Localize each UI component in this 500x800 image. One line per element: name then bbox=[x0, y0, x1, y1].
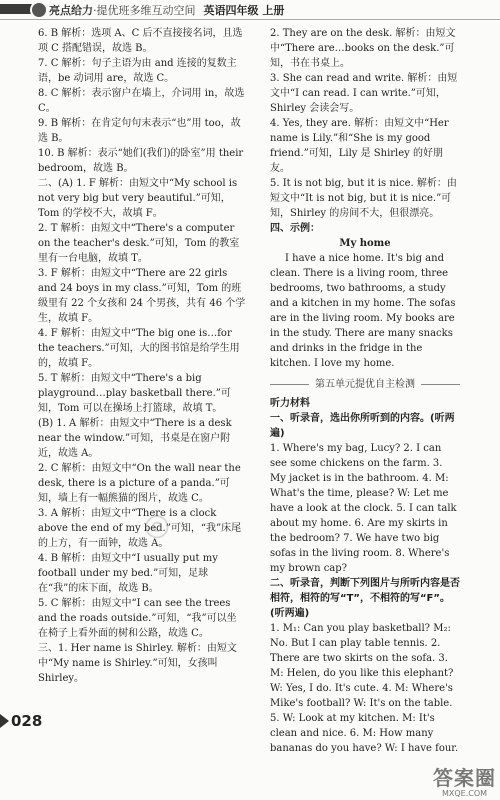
answer-item: 4. F 解析：由短文中“The big one is…for the teachers.”可知，大的图书馆是给学生用的，故填 F。 bbox=[38, 328, 240, 369]
section-heading: 四、示例： bbox=[270, 223, 320, 234]
header-title bbox=[49, 2, 284, 18]
page-header bbox=[0, 0, 500, 26]
answer-item: 5. It is not big, but it is nice. 解析：由短文中“It is not big, but it is nice.”可知，Shirley 的房间不大，但很漂亮。 bbox=[270, 178, 457, 219]
header-rule bbox=[0, 19, 500, 20]
book-title: 英语四年级 上册 bbox=[203, 4, 285, 17]
answer-item: 7. C 解析：句子主语为由 and 连接的复数主语，be 动词用 are，故选 C。 bbox=[38, 58, 237, 84]
brand-subtitle: ·提优班多维互动空间 bbox=[93, 4, 196, 17]
answer-item: 4. Yes, they are. 解析：由短文中“Her name is Lily.”和“She is my good friend.”可知，Lily 是 Shirley 的好朋友。 bbox=[270, 118, 449, 174]
answer-item: 二、(A) 1. F 解析：由短文中“My school is not very big but very beautiful.”可知，Tom 的学校不大，故填 F。 bbox=[38, 178, 238, 219]
answer-item: 5. C 解析：由短文中“I can see the trees and the roads outside.”可知，“我”可以坐在椅子上看外面的树和公路，故选 C。 bbox=[38, 598, 237, 639]
brand-name: 亮点给力 bbox=[49, 4, 93, 17]
answer-item: 4. B 解析：由短文中“I usually put my football under my bed.”可知，足球在“我”的床下面，故选 B。 bbox=[38, 553, 218, 594]
answer-item: 3. F 解析：由短文中“There are 22 girls and 24 boys in my class.”可知，Tom 的班级里有 22 个女孩和 24 个男孩，共有 46 个学生，故填 F。 bbox=[38, 268, 246, 324]
answer-item: 2. T 解析：由短文中“There's a computer on the teacher's desk.”可知，Tom 的教室里有一台电脑，故填 T。 bbox=[38, 223, 240, 264]
section-heading: 一、听录音，选出你所听到的内容。(听两遍) bbox=[270, 413, 455, 439]
answer-item: 1. Where's my bag, Lucy? 2. I can see some chickens on the farm. 3. My jacket is in the bathroom. 4. M: What's the time, please? W: Let me have a look at the clock. 5. I can talk about my home. 6. Are my skirts in the bedroom? 7. We have two big sofas in the living room. 8. Where's my brown cap? bbox=[270, 443, 457, 574]
watermark-title: 答案圈 bbox=[433, 766, 496, 790]
answer-item: 1. M₁: Can you play basketball? M₂: No. But I can play table tennis. 2. There are two skirts on the sofa. 3. M: Helen, do you like this elephant? W: Yes, I do. It's cute. 4. M: Where's Mike's football? W: It's on the table. 5. W: Look at my kitchen. M: It's clean and nice. 6. M: How many bananas do you have? W: I have four. bbox=[270, 623, 459, 754]
divider-title: 第五单元提优自主检测 bbox=[315, 379, 415, 390]
answer-item: (B) 1. A 解析：由短文中“There is a desk near the window.”可知，书桌是在窗户附近，故选 A。 bbox=[38, 418, 232, 459]
brand-logo-icon bbox=[30, 1, 48, 19]
divider-line bbox=[421, 384, 460, 385]
divider-line bbox=[270, 384, 309, 385]
answer-item: 2. They are on the desk. 解析：由短文中“There are…books on the desk.”可知，书在书桌上。 bbox=[270, 28, 456, 69]
page-number bbox=[0, 712, 42, 730]
answer-item: 10. B 解析：表示“她们(我们)的卧室”用 their bedroom，故选 B。 bbox=[38, 148, 244, 174]
right-column bbox=[270, 26, 460, 756]
section-divider bbox=[270, 377, 460, 392]
page-arrow-icon bbox=[0, 714, 9, 728]
answer-item: 9. B 解析：在肯定句句末表示“也”用 too，故选 B。 bbox=[38, 118, 241, 144]
answer-item: 3. She can read and write. 解析：由短文中“I can read. I can write.”可知，Shirley 会读会写。 bbox=[270, 73, 458, 114]
answer-item: I have a nice home. It's big and clean. There is a living room, three bedrooms, two bathrooms, a study and a kitchen in my home. The sofas are in the living room. My books are in the study. There are many snacks and drinks in the fridge in the kitchen. I love my home. bbox=[270, 253, 456, 369]
page-number-text: 028 bbox=[11, 712, 43, 730]
section-heading: 听力材料 bbox=[270, 398, 310, 409]
answer-item: 2. C 解析：由短文中“On the wall near the desk, there is a picture of a panda.”可知，墙上有一幅熊猫的图片，故选 C。 bbox=[38, 463, 241, 504]
faint-stamp-watermark: ◎ bbox=[140, 505, 173, 545]
answer-item: 三、1. Her name is Shirley. 解析：由短文中“My name is Shirley.”可知，女孩叫 Shirley。 bbox=[38, 643, 237, 684]
answer-item: 8. C 解析：表示窗户在墙上，介词用 in，故选 C。 bbox=[38, 88, 245, 114]
watermark-logo bbox=[433, 767, 496, 798]
essay-title: My home bbox=[339, 238, 391, 249]
answer-item: 5. T 解析：由短文中“There's a big playground…play basketball there.”可知，Tom 可以在操场上打篮球，故填 T。 bbox=[38, 373, 231, 414]
watermark-url: MXQE.COM bbox=[441, 789, 488, 798]
answer-item: 3. A 解析：由短文中“There is a clock above the end of my bed.”可知，“我”床尾的上方，有一面钟，故选 A。 bbox=[38, 508, 242, 549]
section-heading: 二、听录音，判断下列图片与所听内容是否相符，相符的写“T”，不相符的写“F”。(听两遍) bbox=[270, 578, 460, 619]
answer-item: 6. B 解析：选项 A、C 后不直接接名词，且选项 C 搭配错误，故选 B。 bbox=[38, 28, 243, 54]
